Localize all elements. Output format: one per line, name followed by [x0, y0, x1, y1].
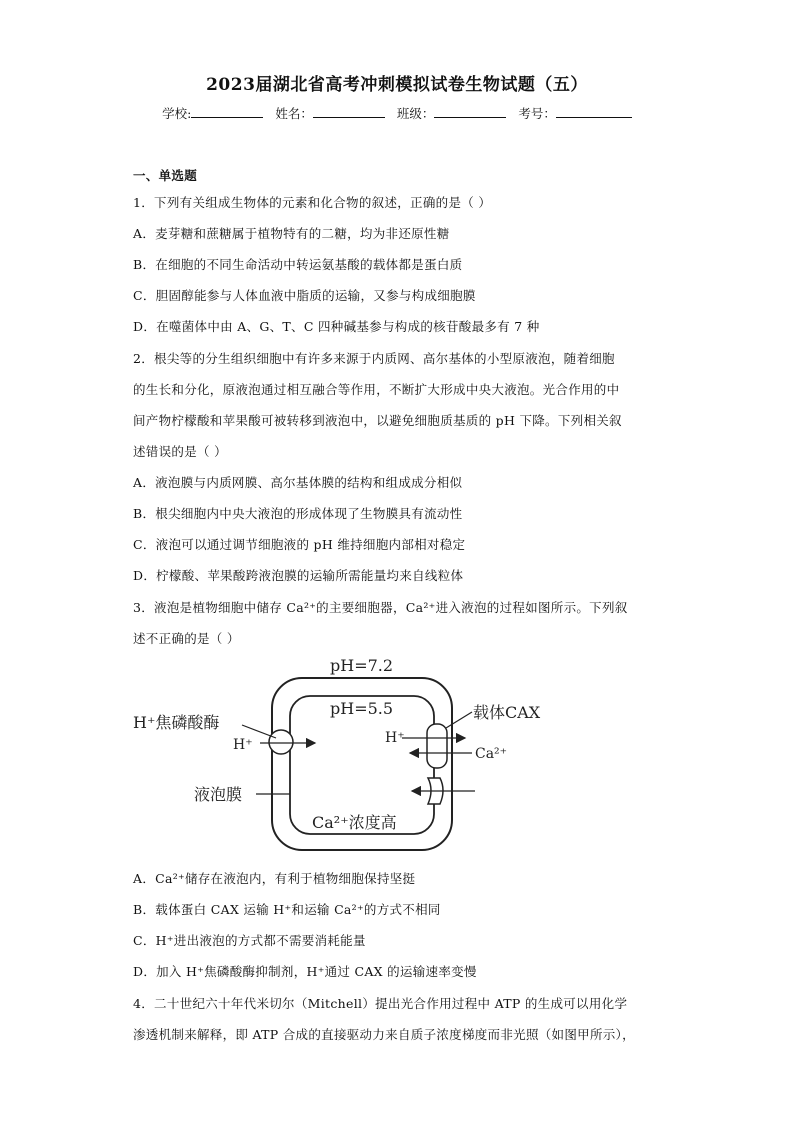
- q1-option-d: D．在噬菌体中由 A、G、T、C 四种碱基参与构成的核苷酸最多有 7 种: [133, 319, 540, 334]
- q3-stem-line2: 述不正确的是（ ）: [133, 631, 240, 646]
- ca-concentration-label: Ca²⁺浓度高: [312, 813, 397, 832]
- h-pyrophosphatase-pump: [269, 730, 293, 754]
- class-blank: [434, 105, 506, 118]
- cax-carrier: [427, 724, 447, 768]
- q3-stem-line1: 3．液泡是植物细胞中储存 Ca²⁺的主要细胞器，Ca²⁺进入液泡的过程如图所示。下列叙: [133, 600, 628, 615]
- name-blank: [313, 105, 385, 118]
- ph-outside-label: pH=7.2: [330, 656, 394, 675]
- pump-label: H⁺焦磷酸酶: [133, 713, 220, 732]
- q3-option-a: A．Ca²⁺储存在液泡内，有利于植物细胞保持坚挺: [133, 871, 416, 886]
- membrane-label: 液泡膜: [194, 785, 243, 804]
- class-label: 班级：: [396, 106, 435, 121]
- q2-option-c: C．液泡可以通过调节细胞液的 pH 维持细胞内部相对稳定: [133, 537, 466, 552]
- cax-ca-ion: Ca²⁺: [475, 746, 508, 762]
- q2-stem-line3: 间产物柠檬酸和苹果酸可被转移到液泡中，以避免细胞质基质的 pH 下降。下列相关叙: [133, 413, 622, 428]
- cax-pointer-line: [446, 712, 472, 728]
- q2-stem-line2: 的生长和分化，原液泡通过相互融合等作用，不断扩大形成中央大液泡。光合作用的中: [133, 382, 620, 397]
- exam-title: 2023届湖北省高考冲刺模拟试卷生物试题（五）: [206, 75, 588, 95]
- cax-h-ion: H⁺: [385, 730, 405, 746]
- q2-option-d: D．柠檬酸、苹果酸跨液泡膜的运输所需能量均来自线粒体: [133, 568, 464, 583]
- school-label: 学校:: [162, 106, 192, 121]
- exam-no-label: 考号：: [518, 106, 556, 121]
- q2-stem-line1: 2．根尖等的分生组织细胞中有许多来源于内质网、高尔基体的小型原液泡，随着细胞: [133, 351, 615, 366]
- q3-option-d: D．加入 H⁺焦磷酸酶抑制剂，H⁺通过 CAX 的运输速率变慢: [133, 964, 477, 979]
- student-info-row: [0, 104, 794, 122]
- pump-h-ion: H⁺: [233, 737, 253, 753]
- name-label: 姓名：: [275, 106, 313, 121]
- vacuole-diagram: [120, 650, 580, 860]
- q1-option-a: A．麦芽糖和蔗糖属于植物特有的二糖，均为非还原性糖: [133, 226, 450, 241]
- q3-option-c: C．H⁺进出液泡的方式都不需要消耗能量: [133, 933, 366, 948]
- section-heading: 一、单选题: [133, 168, 198, 183]
- q2-stem-line4: 述错误的是（ ）: [133, 444, 227, 459]
- q1-option-c: C．胆固醇能参与人体血液中脂质的运输，又参与构成细胞膜: [133, 288, 476, 303]
- ph-inside-label: pH=5.5: [330, 699, 394, 718]
- cax-label: 载体CAX: [473, 703, 541, 722]
- q4-stem-line2: 渗透机制来解释，即 ATP 合成的直接驱动力来自质子浓度梯度而非光照（如图甲所示），: [133, 1027, 635, 1042]
- q2-option-a: A．液泡膜与内质网膜、高尔基体膜的结构和组成成分相似: [133, 475, 463, 490]
- q3-option-b: B．载体蛋白 CAX 运输 H⁺和运输 Ca²⁺的方式不相同: [133, 902, 441, 917]
- school-blank: [191, 105, 263, 118]
- exam-no-blank: [556, 105, 632, 118]
- q1-stem: 1．下列有关组成生物体的元素和化合物的叙述，正确的是（ ）: [133, 195, 492, 210]
- q1-option-b: B．在细胞的不同生命活动中转运氨基酸的载体都是蛋白质: [133, 257, 463, 272]
- q4-stem-line1: 4．二十世纪六十年代米切尔（Mitchell）提出光合作用过程中 ATP 的生成可以用化学: [133, 996, 628, 1011]
- q2-option-b: B．根尖细胞内中央大液泡的形成体现了生物膜具有流动性: [133, 506, 463, 521]
